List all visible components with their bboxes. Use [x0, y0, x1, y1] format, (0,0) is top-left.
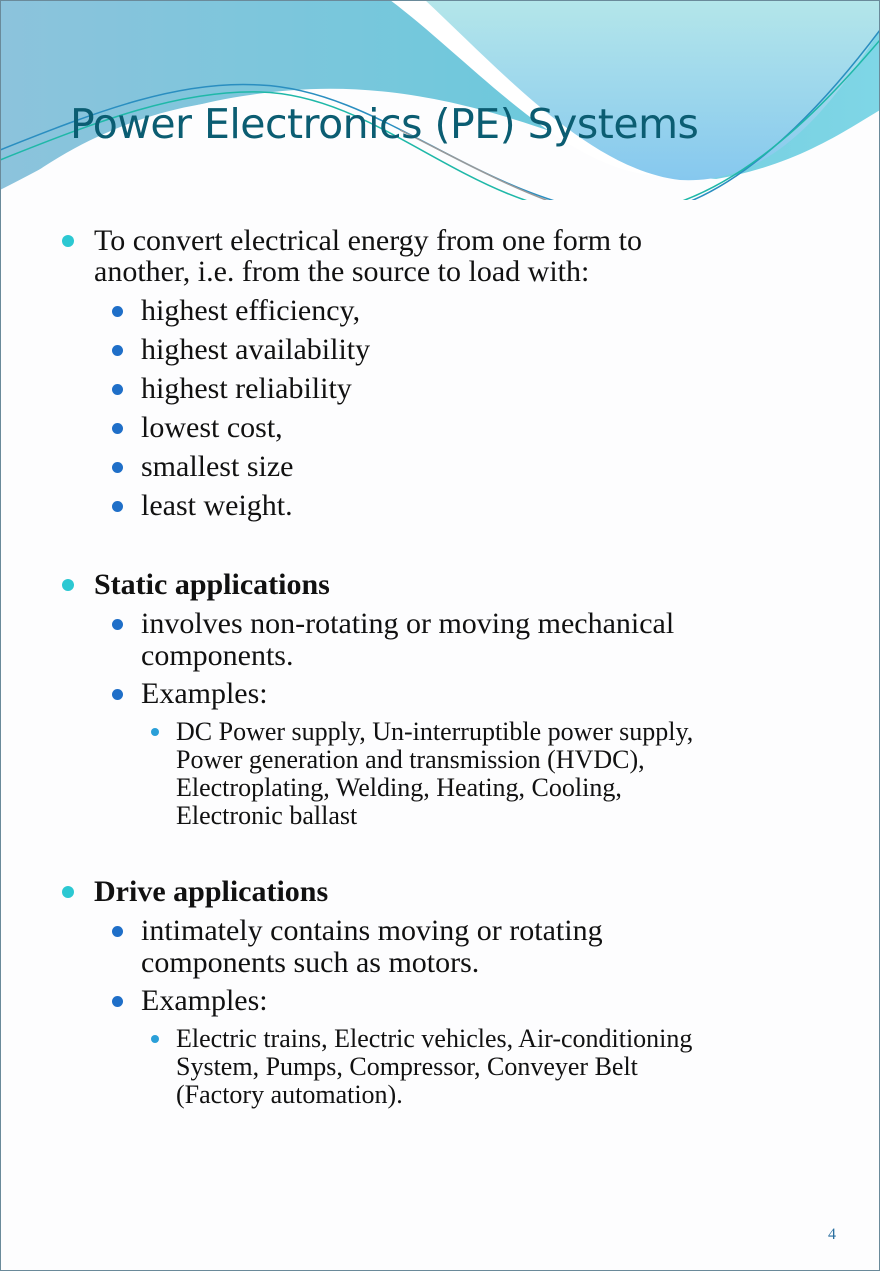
bullet-l2: highest efficiency, — [141, 295, 360, 327]
bullet-icon — [112, 996, 123, 1007]
bullet-icon — [112, 619, 123, 630]
bullet-icon — [112, 926, 123, 937]
bullet-icon — [112, 501, 123, 512]
bullet-l2: lowest cost, — [141, 412, 283, 444]
bullet-l3: DC Power supply, Un-interruptible power supply, Power generation and transmission (HVDC), Electroplating, Welding, Heating, Cooling, Electronic ballast — [176, 718, 693, 830]
bullet-l2: intimately contains moving or rotating components such as motors. — [141, 915, 603, 979]
bullet-icon — [151, 1035, 159, 1043]
bullet-icon — [151, 728, 159, 736]
bullet-l3: Electric trains, Electric vehicles, Air-conditioning System, Pumps, Compressor, Conveyer Belt (Factory automation). — [176, 1025, 692, 1109]
bullet-text: To convert electrical energy from one form to — [94, 224, 642, 257]
bullet-icon — [62, 235, 74, 247]
bullet-icon — [112, 462, 123, 473]
bullet-icon — [112, 306, 123, 317]
drive-applications-heading: Drive applications — [94, 876, 328, 907]
bullet-l2: Examples: — [141, 985, 268, 1017]
bullet-icon — [62, 886, 74, 898]
bullet-l2: Examples: — [141, 678, 268, 710]
bullet-l2: involves non-rotating or moving mechanical components. — [141, 608, 674, 672]
bullet-icon — [112, 423, 123, 434]
bullet-l2: highest reliability — [141, 373, 352, 405]
bullet-l1 — [94, 225, 642, 287]
slide-title: Power Electronics (PE) Systems — [70, 100, 699, 148]
bullet-l2: highest availability — [141, 334, 370, 366]
bullet-l2: smallest size — [141, 451, 293, 483]
page-number: 4 — [828, 1226, 836, 1243]
bullet-text: another, i.e. from the source to load with: — [94, 255, 590, 288]
bullet-l2: least weight. — [141, 490, 293, 522]
static-applications-heading: Static applications — [94, 569, 330, 600]
bullet-icon — [112, 384, 123, 395]
bullet-icon — [62, 579, 74, 591]
bullet-icon — [112, 689, 123, 700]
bullet-icon — [112, 345, 123, 356]
